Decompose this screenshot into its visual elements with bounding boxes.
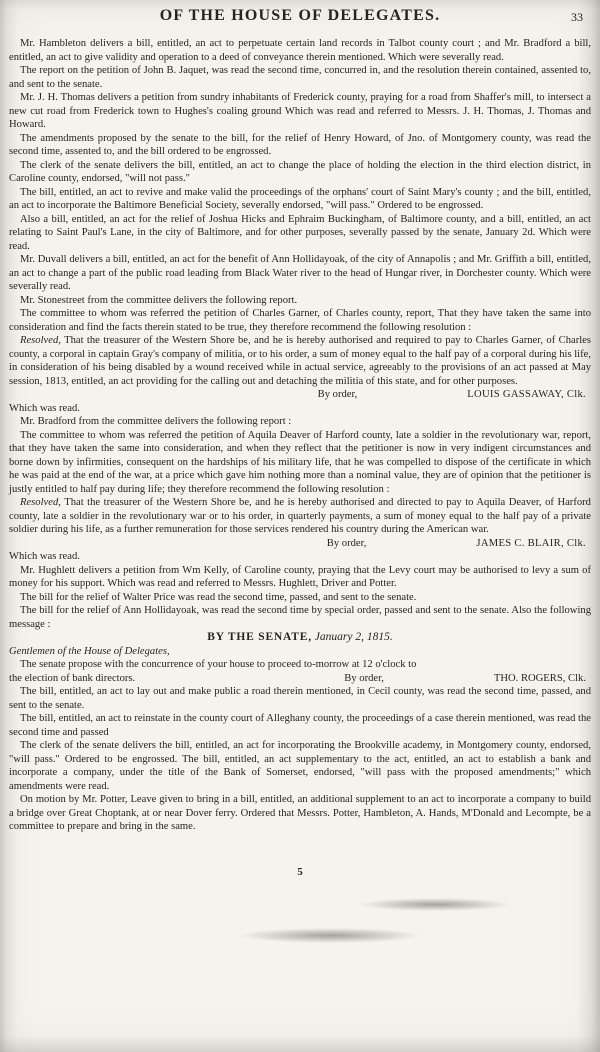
paragraph: The bill for the relief of Ann Hollidayoak, was read the second time by special order, passed and sent to the senate. Also the following message : bbox=[9, 605, 591, 630]
paragraph: The senate propose with the concurrence of your house to proceed to-morrow at 12 o'clock to bbox=[20, 659, 417, 670]
resolved-lead: Resolved, bbox=[20, 335, 61, 346]
page-title: OF THE HOUSE OF DELEGATES. bbox=[159, 7, 441, 24]
by-order-line bbox=[9, 388, 591, 402]
paragraph: Also a bill, entitled, an act for the relief of Joshua Hicks and Ephraim Buckingham, of Baltimore county, and a bill, entitled, an act relating to Saint Paul's Lane, in the city of Baltimore, and for other purposes, severally passed by the senate, January 2d. Which were read. bbox=[9, 213, 591, 252]
paragraph-continuation: the election of bank directors. bbox=[9, 672, 136, 684]
paragraph: On motion by Mr. Potter, Leave given to bring in a bill, entitled, an additional supplement to an act to incorporate a company to build a bridge over Great Choptank, at or near Dover ferry. Ordered that Messrs. Potter, Hambleton, A. Hands, M'Donald and Lecompte, be a committee to prepare and bring in the same. bbox=[9, 794, 591, 832]
resolution-text: That the treasurer of the Western Shore be, and he is hereby authorised and required to pay to Charles Garner, of Charles county, a corporal in captain Gray's company of militia, or to his order, a sum of money equal to the half pay of a corporal during his life, in consideration of his being disabled by a wound received while in actual service, agreeably to the provisions of an act passed at May session, 1813, entitled, an act providing for the calling out and detaching the militia of this state, and for other purposes. bbox=[9, 335, 591, 387]
resolution-paragraph bbox=[9, 496, 591, 537]
by-order-line bbox=[9, 672, 591, 686]
by-order-line bbox=[9, 537, 591, 551]
paragraph: Mr. Stonestreet from the committee delivers the following report. bbox=[20, 294, 298, 306]
by-order-label: By order, bbox=[317, 389, 358, 400]
paragraph: The bill, entitled, an act to revive and make valid the proceedings of the orphans' court of Saint Mary's county ; and the bill, entitled, an act to incorporate the Baltimore Beneficial Society, severally endorsed, "will pass." Ordered to be engrossed. bbox=[9, 186, 591, 211]
paragraph: Mr. Bradford from the committee delivers the following report : bbox=[20, 416, 292, 427]
paragraph: Mr. Duvall delivers a bill, entitled, an act for the benefit of Ann Hollidayoak, of the city of Annapolis ; and Mr. Griffith a bill, entitled, an act to change a part of the public road leading from Black Water river to the head of Hungar river, in Dorchester county. Which were severally read. bbox=[9, 254, 591, 292]
resolution-text: That the treasurer of the Western Shore be, and he is hereby authorised and directed to pay to Aquila Deaver, of Harford county, late a soldier in the revolutionary war or to his order, in quarterly payments, a sum of money equal to the half pay of a private soldier during his life, as a further remuneration for those services rendered his country during the American war. bbox=[9, 497, 591, 535]
paragraph: Which was read. bbox=[9, 551, 80, 562]
paragraph: The committee to whom was referred the petition of Charles Garner, of Charles county, report, That they have taken the same into consideration and find the facts therein stated to be true, they therefore recommend the following resolution : bbox=[9, 308, 591, 333]
resolved-lead: Resolved, bbox=[20, 497, 61, 508]
paragraph: Mr. Hughlett delivers a petition from Wm Kelly, of Caroline county, praying that the Levy court may be authorised to levy a sum of money for his support. Which was read and referred to Messrs. Hughlett, Driver and Potter. bbox=[9, 564, 591, 589]
ink-smudge bbox=[240, 928, 420, 943]
paragraph: Which was read. bbox=[9, 402, 80, 414]
resolution-paragraph bbox=[9, 334, 591, 388]
page-body bbox=[0, 34, 600, 879]
paragraph: The clerk of the senate delivers the bill, entitled, an act to change the place of holding the election in the third election district, in Caroline county, endorsed, "will not pass." bbox=[9, 159, 591, 184]
by-order-label: By order, bbox=[326, 537, 367, 549]
signature-mark: 5 bbox=[297, 865, 303, 878]
paragraph: The report on the petition of John B. Jaquet, was read the second time, concurred in, and the resolution therein contained, assented to, and sent to the senate. bbox=[9, 65, 591, 90]
page-header bbox=[0, 0, 600, 34]
senate-heading-date: January 2, 1815. bbox=[314, 631, 393, 643]
paragraph: The bill, entitled, an act to lay out and make public a road therein mentioned, in Cecil county, was read the second time, passed, and sent to the senate. bbox=[9, 686, 591, 711]
paragraph: The bill for the relief of Walter Price was read the second time, passed, and sent to the senate. bbox=[20, 591, 417, 603]
senate-heading-caps: BY THE SENATE, bbox=[207, 631, 312, 643]
paragraph: The bill, entitled, an act to reinstate in the county court of Alleghany county, the proceedings of a case therein mentioned, was read the second time and passed bbox=[9, 713, 591, 738]
paragraph: Mr. J. H. Thomas delivers a petition from sundry inhabitants of Frederick county, praying for a road from Shaffer's mill, to intersect a new cut road from Frederick town to Hughes's coaling ground Which was read and referred to Messrs. J. H. Thomas, J. Thomas and Howard. bbox=[9, 92, 591, 130]
paragraph: The amendments proposed by the senate to the bill, for the relief of Henry Howard, of Jno. of Montgomery county, was read the second time, assented to, and the bill ordered to be engrossed. bbox=[9, 132, 591, 157]
by-order-label: By order, bbox=[344, 672, 384, 684]
clerk-signature: LOUIS GASSAWAY, Clk. bbox=[467, 389, 586, 400]
paragraph: The clerk of the senate delivers the bill, entitled, an act for incorporating the Brookville academy, in Montgomery county, endorsed, "will pass." Ordered to be engrossed. The bill, entitled, an act supplementary to the act, entitled, an act to establish a bank and incorporate a company, under the title of the Bank of Somerset, endorsed, "will pass with the proposed amendments;" which amendments were read. bbox=[9, 740, 591, 792]
clerk-signature: JAMES C. BLAIR, Clk. bbox=[476, 537, 586, 549]
paragraph: The committee to whom was referred the petition of Aquila Deaver of Harford county, late a soldier in the revolutionary war, report, that they have taken the same into consideration, and when they reflect that the petitioner is now in very indigent circumstances and borne down by infirmities, consequent on the hardships of his military life, that he was compelled to dispose of the certificate in which he was paid at the end of the war, at a price which gave him nothing more than a nominal value, they are of opinion that the petitioner is justly entitled to half pay during life; they therefore recommend the following resolution : bbox=[9, 429, 591, 495]
senate-message-heading bbox=[9, 631, 591, 645]
ink-smudge bbox=[360, 898, 510, 911]
paragraph: Mr. Hambleton delivers a bill, entitled, an act to perpetuate certain land records in Talbot county court ; and Mr. Bradford a bill, entitled, an act to give validity and operation to a deed of conveyance therein mentioned. Which were severally read. bbox=[9, 38, 591, 63]
clerk-signature: THO. ROGERS, Clk. bbox=[493, 672, 586, 684]
page-number: 33 bbox=[571, 10, 583, 24]
salutation-line: Gentlemen of the House of Delegates, bbox=[9, 645, 170, 657]
